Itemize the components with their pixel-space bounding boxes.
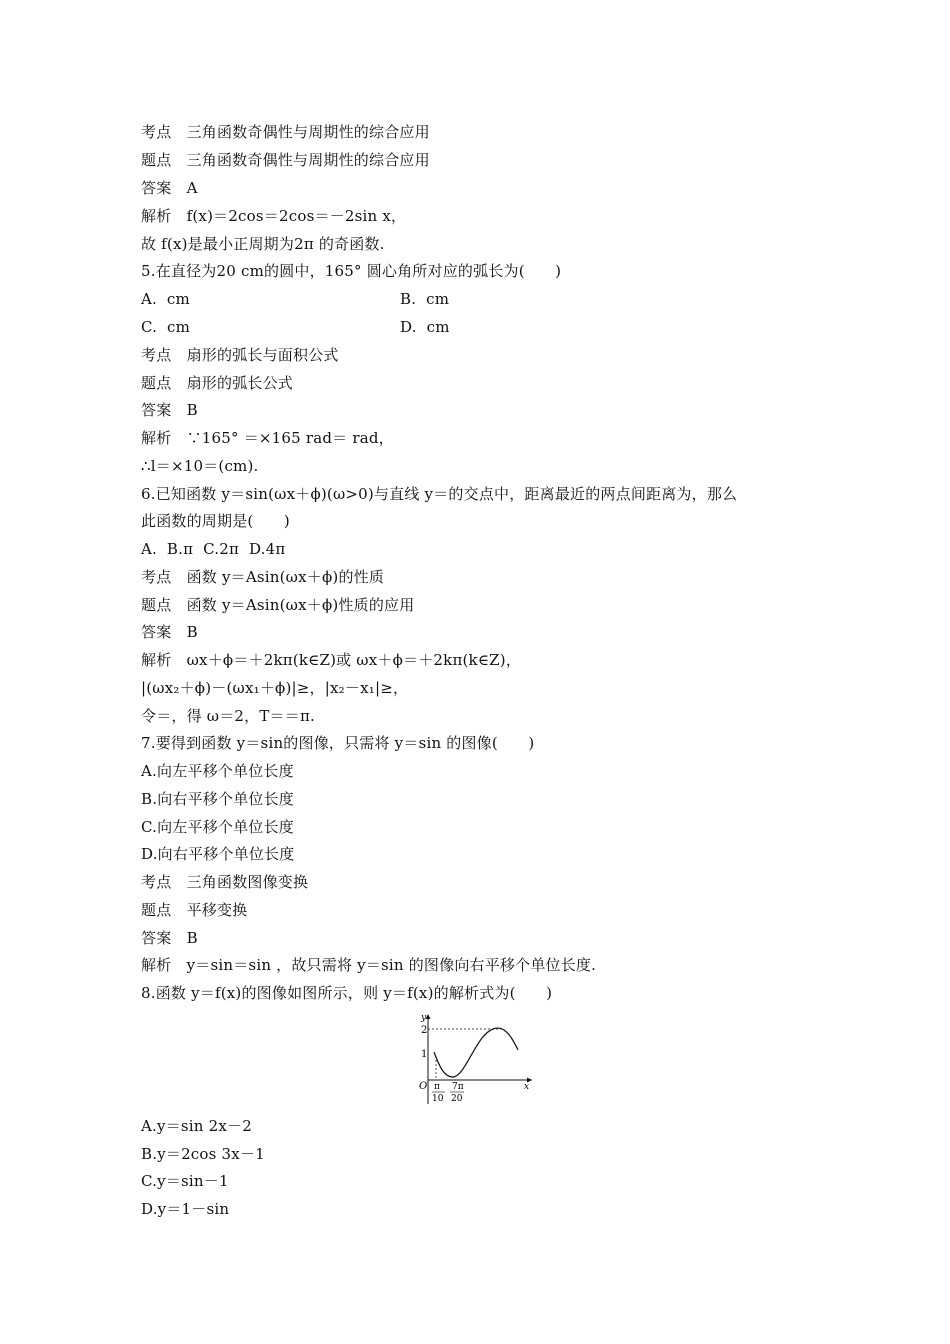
option-c: C.向左平移个单位长度 — [141, 818, 294, 836]
text-line: 答案 B — [141, 401, 198, 419]
x-tick-2-denominator: 20 — [451, 1094, 463, 1104]
option-b: B.向右平移个单位长度 — [141, 790, 294, 808]
text-line: 考点 三角函数奇偶性与周期性的综合应用 — [141, 123, 430, 141]
text-line: 故 f(x)是最小正周期为2π 的奇函数. — [141, 235, 385, 253]
y-tick-2: 2 — [421, 1025, 428, 1036]
function-graph — [414, 1010, 536, 1108]
origin-label: O — [419, 1081, 428, 1092]
option-b: B. cm — [400, 290, 450, 308]
text-line: 题点 扇形的弧长公式 — [141, 374, 294, 392]
y-tick-1: 1 — [421, 1049, 428, 1060]
text-line: 此函数的周期是( ) — [141, 512, 290, 530]
text-line: 题点 三角函数奇偶性与周期性的综合应用 — [141, 151, 430, 169]
text-line: 题点 平移变换 — [141, 901, 248, 919]
x-tick-1-numerator: π — [434, 1082, 440, 1092]
y-axis-label: y — [421, 1013, 427, 1023]
text-line: ∴l＝×10＝(cm). — [141, 457, 259, 475]
text-line: 答案 B — [141, 929, 198, 947]
options-line: A. B.π C.2π D.4π — [141, 540, 286, 558]
text-line: 解析 f(x)＝2cos＝2cos＝－2sin x， — [141, 207, 407, 225]
option-a: A.y＝sin 2x－2 — [141, 1117, 252, 1135]
x-tick-1-denominator: 10 — [432, 1094, 444, 1104]
option-d: D. cm — [400, 318, 450, 336]
option-d: D.向右平移个单位长度 — [141, 845, 295, 863]
question-6: 6.已知函数 y＝sin(ωx＋ϕ)(ω>0)与直线 y＝的交点中，距离最近的两点间距离为，那么 — [141, 485, 738, 503]
option-c: C. cm — [141, 318, 191, 336]
text-line: 答案 B — [141, 623, 198, 641]
option-c: C.y＝sin－1 — [141, 1172, 229, 1190]
option-a: A.向左平移个单位长度 — [141, 762, 294, 780]
text-line: 解析 ωx＋ϕ＝＋2kπ(k∈Z)或 ωx＋ϕ＝＋2kπ(k∈Z)， — [141, 651, 522, 669]
text-line: |(ωx₂＋ϕ)－(ωx₁＋ϕ)|≥，|x₂－x₁|≥， — [141, 679, 409, 697]
option-d: D.y＝1－sin — [141, 1200, 230, 1218]
text-line: 考点 三角函数图像变换 — [141, 873, 309, 891]
text-line: 考点 扇形的弧长与面积公式 — [141, 346, 339, 364]
question-7: 7.要得到函数 y＝sin的图像，只需将 y＝sin 的图像( ) — [141, 734, 535, 752]
text-line: 令＝，得 ω＝2，T＝＝π. — [141, 707, 315, 725]
question-8: 8.函数 y＝f(x)的图像如图所示，则 y＝f(x)的解析式为( ) — [141, 984, 553, 1002]
x-axis-label: x — [524, 1082, 530, 1092]
text-line: 解析 ∵165° ＝×165 rad＝ rad， — [141, 429, 394, 447]
question-5: 5.在直径为20 cm的圆中，165° 圆心角所对应的弧长为( ) — [141, 262, 562, 280]
option-b: B.y＝2cos 3x－1 — [141, 1145, 265, 1163]
option-a: A. cm — [141, 290, 190, 308]
text-line: 题点 函数 y＝Asin(ωx＋ϕ)性质的应用 — [141, 596, 415, 614]
text-line: 考点 函数 y＝Asin(ωx＋ϕ)的性质 — [141, 568, 385, 586]
text-line: 解析 y＝sin＝sin ，故只需将 y＝sin 的图像向右平移个单位长度. — [141, 956, 597, 974]
y-axis-arrow — [426, 1014, 431, 1019]
text-line: 答案 A — [141, 179, 198, 197]
x-tick-2-numerator: 7π — [452, 1082, 464, 1092]
sine-curve — [434, 1028, 518, 1077]
